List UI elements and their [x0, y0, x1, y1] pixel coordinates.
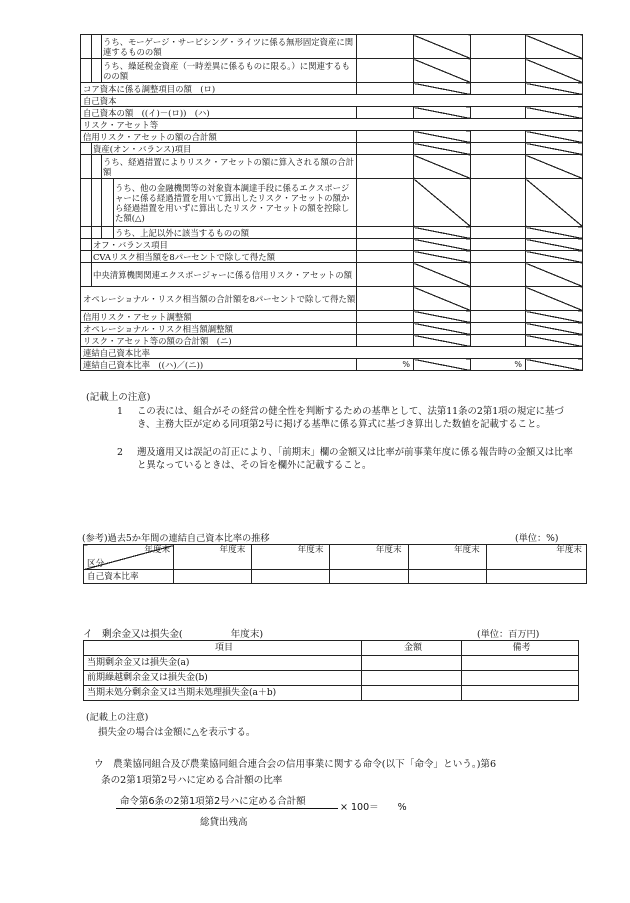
- diagonal-cell: [414, 359, 471, 371]
- value-cell: [471, 251, 526, 263]
- remarks-cell: [462, 686, 579, 701]
- table-row: [81, 239, 583, 251]
- value-cell: [471, 35, 526, 59]
- row-label: オペレーショナル・リスク相当額調整額: [81, 323, 357, 335]
- table-row: [81, 119, 583, 131]
- amount-cell: [362, 686, 462, 701]
- diagonal-cell: [526, 263, 583, 287]
- value-cell: [357, 179, 414, 227]
- diagonal-cell: [526, 179, 583, 227]
- value-cell: [357, 335, 414, 347]
- surplus-row-label: 当期未処分剰余金又は当期未処理損失金(a＋b): [84, 686, 362, 701]
- row-label: CVAリスク相当額を8パーセントで除して得た額: [81, 251, 357, 263]
- table-row: [81, 227, 583, 239]
- value-cell: [471, 179, 526, 227]
- header-amount: 金額: [362, 641, 462, 656]
- value-cell: [357, 83, 414, 95]
- note-number: 2: [117, 447, 123, 458]
- row-label: うち、繰延税金資産（一時差異に係るものに限る。）に関連するものの額: [81, 59, 357, 83]
- surplus-row-label: 前期繰越剰余金又は損失金(b): [84, 671, 362, 686]
- value-cell: [357, 35, 414, 59]
- header-remarks: 備考: [462, 641, 579, 656]
- corner-bottom-label: 区分: [87, 559, 105, 569]
- value-cell: [357, 263, 414, 287]
- value-cell: [471, 59, 526, 83]
- diagonal-cell: [526, 131, 583, 143]
- value-cell: [471, 143, 526, 155]
- row-label: うち、他の金融機関等の対象資本調達手段に係るエクスポージャーに係る経過措置を用いて算出したリスク・アセットの額から経過措置を用いずに算出したリスク・アセットの額を控除した額(△): [81, 179, 357, 227]
- diagonal-cell: [526, 311, 583, 323]
- diagonal-cell: [414, 335, 471, 347]
- corner-top-label: 年度末: [144, 545, 171, 555]
- diagonal-cell: [414, 179, 471, 227]
- diagonal-cell: [414, 239, 471, 251]
- row-label: コア資本に係る調整項目の額 (ロ): [81, 83, 357, 95]
- value-cell: [252, 570, 330, 584]
- value-cell: [471, 263, 526, 287]
- table-row: [81, 335, 583, 347]
- year-header: 年度末: [174, 545, 252, 570]
- value-cell: [357, 239, 414, 251]
- table-row: [81, 347, 583, 359]
- surplus-table: [83, 640, 579, 701]
- diagonal-cell: [414, 83, 471, 95]
- value-cell: [471, 107, 526, 119]
- row-label: うち、モーゲージ・サービシング・ライツに係る無形固定資産に関連するものの額: [81, 35, 357, 59]
- value-cell: [357, 323, 414, 335]
- note-item-2: [100, 446, 578, 472]
- diagonal-cell: [526, 59, 583, 83]
- year-header: 年度末: [486, 545, 586, 570]
- percent-cell: %: [471, 359, 526, 371]
- history-table: [83, 544, 587, 584]
- row-label: リスク・アセット等: [81, 119, 583, 131]
- row-label: うち、経過措置によりリスク・アセットの額に算入される額の合計額: [81, 155, 357, 179]
- value-cell: [357, 227, 414, 239]
- row-label: 自己資本: [81, 95, 583, 107]
- diagonal-cell: [526, 251, 583, 263]
- value-cell: [486, 570, 586, 584]
- table-row: [81, 311, 583, 323]
- diagonal-cell: [414, 143, 471, 155]
- fraction-line: [116, 808, 338, 809]
- value-cell: [471, 287, 526, 311]
- note-item-1: [100, 405, 578, 431]
- table-row: [81, 131, 583, 143]
- row-label: 連結自己資本比率 ((ハ)／(ニ)): [81, 359, 357, 371]
- diagonal-cell: [414, 107, 471, 119]
- diagonal-cell: [526, 359, 583, 371]
- surplus-note: 損失金の場合は金額に△を表示する。: [98, 727, 256, 738]
- corner-cell: [84, 545, 174, 570]
- diagonal-cell: [414, 131, 471, 143]
- diagonal-cell: [526, 143, 583, 155]
- row-label: オペレーショナル・リスク相当額の合計額を8パーセントで除して得た額: [81, 287, 357, 311]
- diagonal-cell: [526, 227, 583, 239]
- diagonal-cell: [414, 323, 471, 335]
- diagonal-cell: [414, 155, 471, 179]
- surplus-note-title: (記載上の注意): [86, 712, 149, 723]
- formula-denominator: 総貸出残高: [200, 817, 248, 828]
- amount-cell: [362, 671, 462, 686]
- value-cell: [471, 311, 526, 323]
- formula-numerator: 命令第6条の2第1項第2号ハに定める合計額: [120, 796, 306, 807]
- table-row: [81, 287, 583, 311]
- notes-title: (記載上の注意): [86, 392, 151, 403]
- remarks-cell: [462, 671, 579, 686]
- table-row: [81, 95, 583, 107]
- table-row: [81, 263, 583, 287]
- table-row: [81, 359, 583, 371]
- value-cell: [471, 155, 526, 179]
- row-label: 自己資本比率: [84, 570, 174, 584]
- diagonal-cell: [414, 287, 471, 311]
- diagonal-cell: [526, 35, 583, 59]
- value-cell: [471, 131, 526, 143]
- row-label: 自己資本の額 ((イ)－(ロ)) (ハ): [81, 107, 357, 119]
- header-item: 項目: [84, 641, 362, 656]
- diagonal-cell: [414, 59, 471, 83]
- year-header: 年度末: [252, 545, 330, 570]
- value-cell: [471, 239, 526, 251]
- value-cell: [357, 59, 414, 83]
- value-cell: [174, 570, 252, 584]
- value-cell: [330, 570, 408, 584]
- diagonal-cell: [526, 335, 583, 347]
- note-number: 1: [117, 406, 123, 417]
- ratio-heading: ウ 農業協同組合及び農業協同組合連合会の信用事業に関する命令(以下「命令」という。)第6: [94, 759, 497, 770]
- table-row: [81, 107, 583, 119]
- table-row: [81, 143, 583, 155]
- diagonal-cell: [526, 83, 583, 95]
- table-row: [81, 251, 583, 263]
- surplus-heading: イ 剰余金又は損失金( 年度末): [83, 629, 264, 640]
- surplus-unit: (単位：百万円): [477, 629, 540, 640]
- table-row: [81, 155, 583, 179]
- table-row: [81, 35, 583, 59]
- remarks-cell: [462, 656, 579, 671]
- value-cell: [471, 323, 526, 335]
- value-cell: [357, 143, 414, 155]
- diagonal-cell: [414, 227, 471, 239]
- table-row: [81, 59, 583, 83]
- surplus-row-label: 当期剰余金又は損失金(a): [84, 656, 362, 671]
- value-cell: [408, 570, 486, 584]
- diagonal-cell: [414, 263, 471, 287]
- diagonal-cell: [414, 251, 471, 263]
- row-label: オフ・バランス項目: [81, 239, 357, 251]
- year-header: 年度末: [408, 545, 486, 570]
- row-label: 資産(オン・バランス)項目: [81, 143, 357, 155]
- percent-cell: %: [357, 359, 414, 371]
- diagonal-cell: [526, 287, 583, 311]
- formula-multiplier: × 100＝ %: [340, 802, 407, 813]
- amount-cell: [362, 656, 462, 671]
- history-caption: (参考)過去5か年間の連結自己資本比率の推移: [82, 533, 270, 544]
- value-cell: [471, 227, 526, 239]
- value-cell: [357, 155, 414, 179]
- value-cell: [471, 83, 526, 95]
- diagonal-cell: [526, 323, 583, 335]
- diagonal-cell: [526, 239, 583, 251]
- diagonal-cell: [414, 35, 471, 59]
- diagonal-cell: [526, 107, 583, 119]
- value-cell: [357, 131, 414, 143]
- history-unit: (単位：%): [515, 533, 559, 544]
- capital-ratio-table: [80, 34, 583, 371]
- row-label: リスク・アセット等の額の合計額 (ニ): [81, 335, 357, 347]
- value-cell: [357, 251, 414, 263]
- row-label: 連結自己資本比率: [81, 347, 583, 359]
- ratio-heading-2: 条の2第1項第2号ハに定める合計額の比率: [101, 775, 283, 786]
- value-cell: [357, 107, 414, 119]
- year-header: 年度末: [330, 545, 408, 570]
- value-cell: [357, 287, 414, 311]
- diagonal-cell: [414, 311, 471, 323]
- note-text: 遡及適用又は誤記の訂正により、「前期末」欄の金額又は比率が前事業年度に係る報告時の金額又は比率と異なっているときは、その旨を欄外に記載すること。: [137, 447, 573, 471]
- value-cell: [471, 335, 526, 347]
- table-row: [81, 323, 583, 335]
- row-label: 中央清算機関関連エクスポージャーに係る信用リスク・アセットの額: [81, 263, 357, 287]
- row-label: 信用リスク・アセットの額の合計額: [81, 131, 357, 143]
- diagonal-cell: [526, 155, 583, 179]
- table-row: [81, 83, 583, 95]
- table-row: [81, 179, 583, 227]
- row-label: うち、上記以外に該当するものの額: [81, 227, 357, 239]
- row-label: 信用リスク・アセット調整額: [81, 311, 357, 323]
- value-cell: [357, 311, 414, 323]
- note-text: この表には、組合がその経営の健全性を判断するための基準として、法第11条の2第1項の規定に基づき、主務大臣が定める同項第2号に掲げる基準に係る算式に基づき算出した数値を記載すること。: [137, 406, 564, 430]
